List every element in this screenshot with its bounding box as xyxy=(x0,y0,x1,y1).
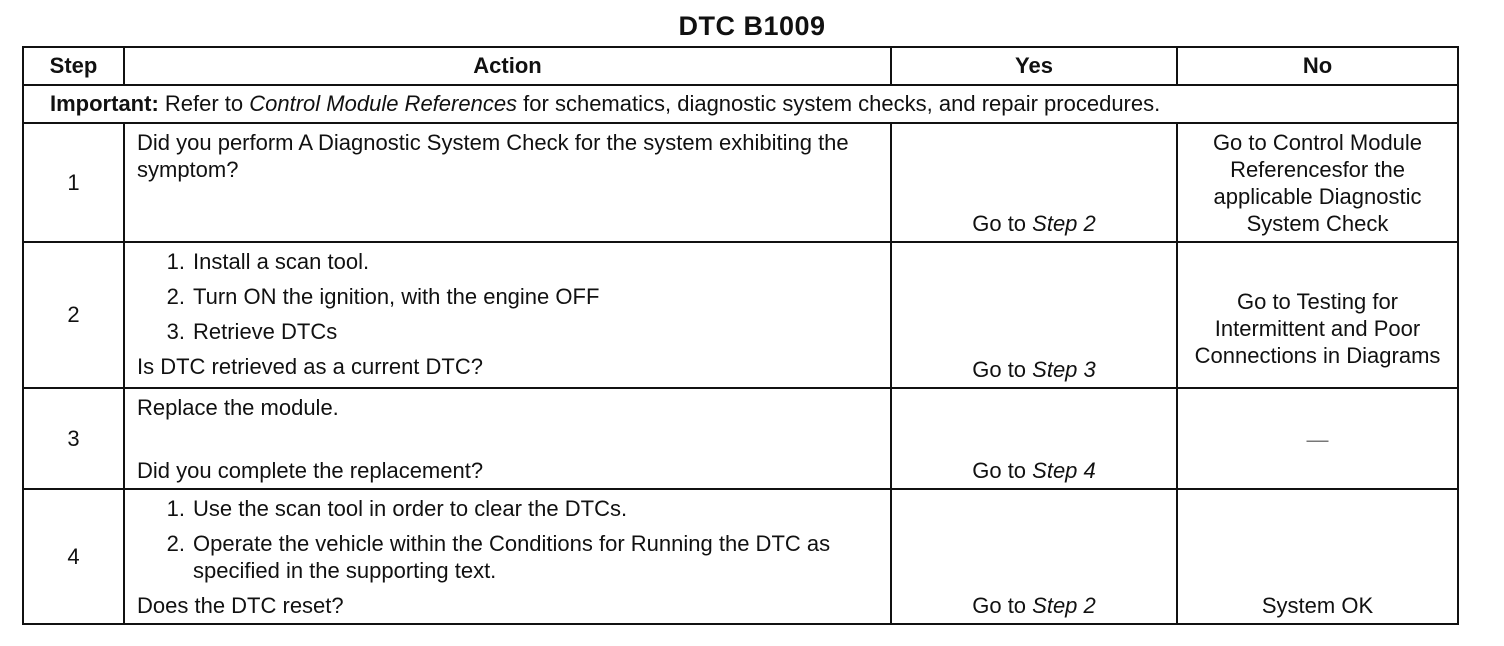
yes-cell xyxy=(891,489,1177,624)
no-cell: Go to Testing for Intermittent and Poor Connections in Diagrams xyxy=(1177,242,1458,388)
step-number: 3 xyxy=(23,388,124,489)
list-number: 2. xyxy=(166,531,185,556)
list-number: 1. xyxy=(166,496,185,521)
list-number: 3. xyxy=(166,319,185,344)
list-item xyxy=(166,495,838,522)
header-row xyxy=(23,47,1458,85)
step-number: 2 xyxy=(23,242,124,388)
table-row xyxy=(23,123,1458,242)
action-text: Replace the module. xyxy=(137,395,339,420)
important-row xyxy=(23,85,1458,123)
list-number: 1. xyxy=(166,249,185,274)
header-no: No xyxy=(1177,47,1458,85)
yes-cell xyxy=(891,123,1177,242)
action-list xyxy=(137,248,878,345)
yes-prefix: Go to xyxy=(972,211,1033,236)
diagnostic-table xyxy=(22,46,1459,625)
action-question: Is DTC retrieved as a current DTC? xyxy=(137,354,483,379)
action-list xyxy=(137,495,878,584)
step-number: 1 xyxy=(23,123,124,242)
list-item xyxy=(166,530,838,584)
header-action: Action xyxy=(124,47,891,85)
list-item xyxy=(166,283,878,310)
yes-cell xyxy=(891,242,1177,388)
important-reference: Control Module References xyxy=(249,91,518,116)
table-row xyxy=(23,388,1458,489)
yes-step-link: Step 4 xyxy=(1032,458,1096,483)
action-cell xyxy=(124,489,891,624)
list-text: Use the scan tool in order to clear the DTCs. xyxy=(193,496,628,521)
no-cell: System OK xyxy=(1177,489,1458,624)
list-item xyxy=(166,248,878,275)
no-cell: Go to Control Module Referencesfor the applicable Diagnostic System Check xyxy=(1177,123,1458,242)
important-text-before: Refer to xyxy=(158,91,250,116)
yes-prefix: Go to xyxy=(972,593,1033,618)
important-text-after: for schematics, diagnostic system checks, and repair procedures. xyxy=(517,91,1161,116)
action-question: Did you complete the replacement? xyxy=(137,458,484,483)
no-cell: — xyxy=(1177,388,1458,489)
action-cell xyxy=(124,123,891,242)
yes-step-link: Step 3 xyxy=(1032,357,1096,382)
important-label: Important: xyxy=(50,91,159,116)
action-text: Did you perform A Diagnostic System Check for the system exhibiting the symptom? xyxy=(137,130,849,182)
yes-step-link: Step 2 xyxy=(1032,211,1096,236)
list-text: Turn ON the ignition, with the engine OFF xyxy=(193,284,600,309)
action-cell xyxy=(124,242,891,388)
step-number: 4 xyxy=(23,489,124,624)
header-yes: Yes xyxy=(891,47,1177,85)
yes-prefix: Go to xyxy=(972,458,1033,483)
list-number: 2. xyxy=(166,284,185,309)
document-title: DTC B1009 xyxy=(678,11,826,41)
list-text: Operate the vehicle within the Conditions for Running the DTC as specified in the supporting text. xyxy=(193,531,831,583)
list-item xyxy=(166,318,878,345)
action-question: Does the DTC reset? xyxy=(137,593,344,618)
action-cell xyxy=(124,388,891,489)
yes-cell xyxy=(891,388,1177,489)
table-row xyxy=(23,489,1458,624)
list-text: Retrieve DTCs xyxy=(193,319,338,344)
list-text: Install a scan tool. xyxy=(193,249,370,274)
yes-prefix: Go to xyxy=(972,357,1033,382)
table-row xyxy=(23,242,1458,388)
yes-step-link: Step 2 xyxy=(1032,593,1096,618)
header-step: Step xyxy=(23,47,124,85)
important-note xyxy=(23,85,1458,123)
